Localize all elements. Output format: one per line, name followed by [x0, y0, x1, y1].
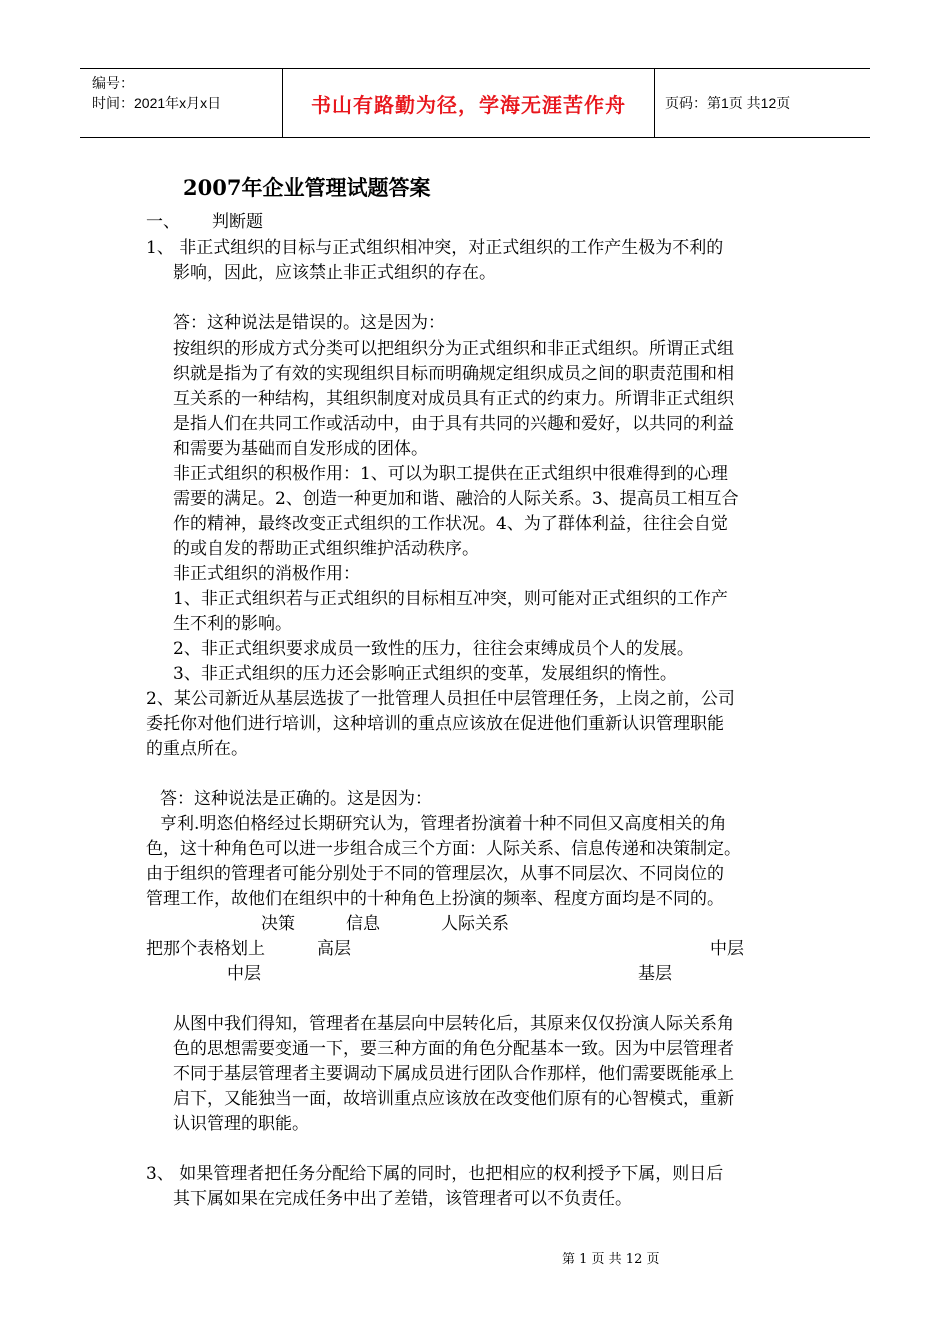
answer-1-text-line: 织就是指为了有效的实现组织目标而明确规定组织成员之间的职责范围和相	[173, 364, 734, 384]
answer-2-text-line: 亨利.明恣伯格经过长期研究认为，管理者扮演着十种不同但又高度相关的角	[160, 814, 727, 834]
table-level-middle-right: 中层	[710, 939, 744, 959]
header-meta	[80, 69, 283, 137]
header-time-label: 时间：2021年x月x日	[92, 95, 222, 111]
header-page-info: 页码：第1页 共12页	[665, 95, 791, 111]
table-header-interpersonal: 人际关系	[441, 914, 509, 934]
question-1-line-2: 影响，因此，应该禁止非正式组织的存在。	[173, 263, 496, 283]
section-heading: 判断题	[212, 212, 263, 232]
question-1-line-1: 1、 非正式组织的目标与正式组织相冲突，对正式组织的工作产生极为不利的	[146, 238, 724, 258]
answer-1-text-line: 1、非正式组织若与正式组织的目标相互冲突，则可能对正式组织的工作产	[173, 589, 728, 609]
answer-2-conclusion-line: 色的思想需要变通一下，要三种方面的角色分配基本一致。因为中层管理者	[173, 1039, 734, 1059]
header-number-label: 编号：	[92, 75, 134, 91]
page-header	[80, 68, 870, 138]
table-level-base: 基层	[638, 964, 672, 984]
answer-1-text-line: 非正式组织的积极作用：1、可以为职工提供在正式组织中很难得到的心理	[173, 464, 728, 484]
answer-2-intro: 答：这种说法是正确的。这是因为：	[160, 789, 432, 809]
document-title: 2007年企业管理试题答案	[183, 175, 431, 200]
answer-2-text-line: 色，这十种角色可以进一步组合成三个方面：人际关系、信息传递和决策制定。	[146, 839, 741, 859]
answer-2-text-line: 由于组织的管理者可能分别处于不同的管理层次，从事不同层次、不同岗位的	[146, 864, 724, 884]
answer-2-conclusion-line: 不同于基层管理者主要调动下属成员进行团队合作那样，他们需要既能承上	[173, 1064, 734, 1084]
answer-1-text-line: 和需要为基础而自发形成的团体。	[173, 439, 428, 459]
question-2-line-2: 委托你对他们进行培训，这种培训的重点应该放在促进他们重新认识管理职能	[146, 714, 724, 734]
answer-2-conclusion-line: 启下，又能独当一面，故培训重点应该放在改变他们原有的心智模式，重新	[173, 1089, 734, 1109]
question-2-line-3: 的重点所在。	[146, 739, 248, 759]
answer-1-text-line: 的或自发的帮助正式组织维护活动秩序。	[173, 539, 479, 559]
question-3-line-2: 其下属如果在完成任务中出了差错，该管理者可以不负责任。	[173, 1189, 632, 1209]
answer-1-text-line: 非正式组织的消极作用：	[173, 564, 360, 584]
section-number: 一、	[146, 212, 180, 232]
question-3-line-1: 3、 如果管理者把任务分配给下属的同时，也把相应的权利授予下属，则日后	[146, 1164, 724, 1184]
table-level-top: 高层	[317, 939, 351, 959]
answer-1-text-line: 3、非正式组织的压力还会影响正式组织的变革，发展组织的惰性。	[173, 664, 677, 684]
table-placeholder-note: 把那个表格划上	[146, 939, 265, 959]
table-level-middle-left: 中层	[227, 964, 261, 984]
table-header-decision: 决策	[261, 914, 295, 934]
answer-2-conclusion-line: 从图中我们得知，管理者在基层向中层转化后，其原来仅仅扮演人际关系角	[173, 1014, 734, 1034]
answer-1-text-line: 2、非正式组织要求成员一致性的压力，往往会束缚成员个人的发展。	[173, 639, 694, 659]
table-header-information: 信息	[346, 914, 380, 934]
answer-1-text-line: 作的精神，最终改变正式组织的工作状况。4、为了群体利益，往往会自觉	[173, 514, 728, 534]
answer-2-text-line: 管理工作，故他们在组织中的十种角色上扮演的频率、程度方面均是不同的。	[146, 889, 724, 909]
page-footer: 第 1 页 共 12 页	[562, 1252, 660, 1267]
question-2-line-1: 2、某公司新近从基层选拔了一批管理人员担任中层管理任务，上岗之前，公司	[146, 689, 735, 709]
answer-1-text-line: 互关系的一种结构，其组织制度对成员具有正式的约束力。所谓非正式组织	[173, 389, 734, 409]
answer-2-conclusion-line: 认识管理的职能。	[173, 1114, 309, 1134]
answer-1-text-line: 按组织的形成方式分类可以把组织分为正式组织和非正式组织。所谓正式组	[173, 339, 734, 359]
answer-1-text-line: 是指人们在共同工作或活动中，由于具有共同的兴趣和爱好，以共同的利益	[173, 414, 734, 434]
answer-1-intro: 答：这种说法是错误的。这是因为：	[173, 313, 445, 333]
answer-1-text-line: 生不利的影响。	[173, 614, 292, 634]
answer-1-text-line: 需要的满足。2、创造一种更加和谐、融洽的人际关系。3、提高员工相互合	[173, 489, 739, 509]
header-motto: 书山有路勤为径，学海无涯苦作舟	[283, 69, 655, 137]
